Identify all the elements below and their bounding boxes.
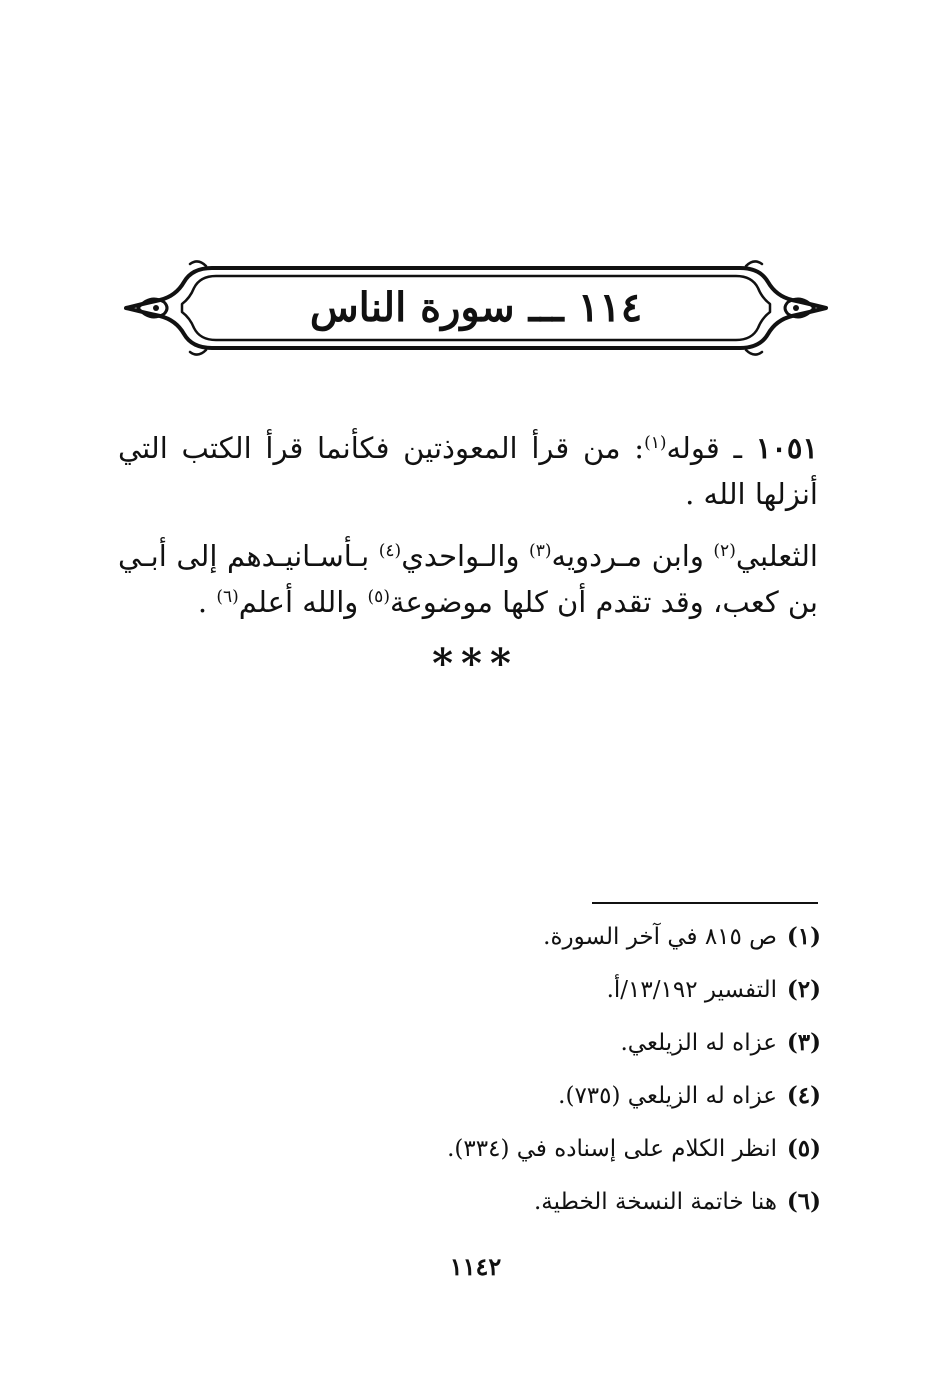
footnote-rule	[592, 902, 818, 904]
footnote-item	[321, 1130, 821, 1183]
surah-heading-frame	[120, 258, 832, 358]
footnote-text: انظر الكلام على إسناده في (٣٣٤).	[447, 1136, 777, 1162]
surah-number: ١١٤	[577, 284, 643, 331]
footnote-item	[321, 1183, 821, 1236]
footnote-list	[321, 918, 821, 1236]
footnote-ref-2: (٢)	[713, 541, 736, 561]
takhrij-text-5: والله أعلم	[238, 585, 368, 619]
takhrij-text-3: والـواحدي	[401, 539, 530, 573]
footnote-text: عزاه له الزيلعي (٧٣٥).	[558, 1083, 777, 1109]
takhrij-text-1: الثعلبي	[735, 539, 818, 573]
entry-paragraph	[118, 425, 818, 517]
footnote-marker: (٦)	[786, 1188, 821, 1215]
entry-lead: قوله	[666, 431, 720, 465]
footnote-ref-5: (٥)	[367, 587, 390, 607]
page-number: ١١٤٢	[449, 1252, 502, 1281]
footnote-marker: (٤)	[786, 1082, 821, 1109]
section-separator: ***	[432, 640, 519, 687]
footnote-ref-4: (٤)	[378, 541, 402, 561]
footnote-ref-3: (٣)	[529, 541, 552, 561]
footnote-item	[321, 971, 821, 1024]
footnote-marker: (٥)	[786, 1135, 821, 1162]
footnote-marker: (٢)	[786, 976, 821, 1003]
footnote-text: عزاه له الزيلعي.	[620, 1030, 777, 1056]
footnote-item	[321, 1077, 821, 1130]
takhrij-text-2: وابن مـردويه	[551, 539, 714, 573]
entry-dash: ـ	[733, 431, 742, 465]
footnote-marker: (٣)	[786, 1029, 821, 1056]
takhrij-paragraph	[118, 533, 818, 625]
surah-name: سورة الناس	[309, 284, 515, 331]
footnote-item	[321, 1024, 821, 1077]
footnote-ref-6: (٦)	[216, 587, 239, 607]
footnote-text: هنا خاتمة النسخة الخطية.	[534, 1189, 777, 1215]
footnote-marker: (١)	[786, 923, 821, 950]
entry-text: : من قرأ المعوذتين فكأنما قرأ الكتب التي أنزلها الله .	[118, 431, 818, 511]
takhrij-text-6: .	[197, 585, 217, 619]
footnote-item	[321, 918, 821, 971]
surah-heading	[120, 280, 832, 336]
takhrij-text-4: بـأسـانيـدهم إلى أبـي بن كعب، وقد تقدم أن كلها موضوعة	[118, 539, 818, 619]
footnote-ref-1: (١)	[644, 433, 667, 453]
heading-dash: ـــ	[528, 284, 564, 331]
entry-number: ١٠٥١	[755, 431, 819, 465]
footnote-text: ص ٨١٥ في آخر السورة.	[543, 924, 777, 950]
footnote-text: التفسير ١٣/١٩٢/أ.	[606, 977, 777, 1003]
